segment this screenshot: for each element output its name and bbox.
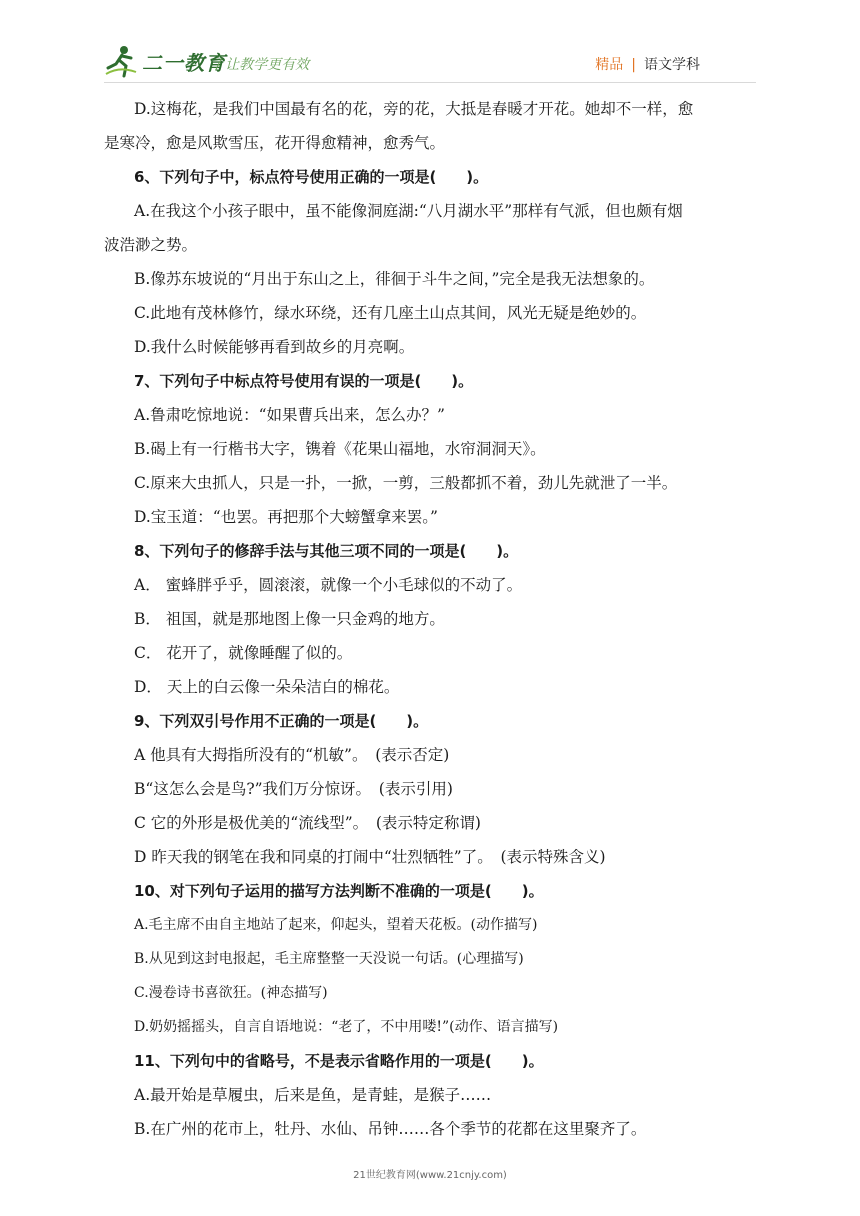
- logo-text: 二一教育: [142, 50, 226, 75]
- document-body: [104, 92, 756, 1146]
- option-line: A.在我这个小孩子眼中，虽不能像洞庭湖:“八月湖水平”那样有气派，但也颇有烟: [134, 202, 683, 220]
- option-line: 波浩渺之势。: [104, 236, 198, 254]
- option-line: B.碣上有一行楷书大字，镌着《花果山福地，水帘洞洞天》。: [134, 440, 546, 458]
- option-line: A 他具有大拇指所没有的“机敏”。 (表示否定): [134, 746, 450, 764]
- option-line: B.像苏东坡说的“月出于东山之上，徘徊于斗牛之间，”完全是我无法想象的。: [134, 270, 655, 288]
- running-figure-logo-icon: [104, 44, 138, 78]
- option-line: C 它的外形是极优美的“流线型”。 (表示特定称谓): [134, 814, 481, 832]
- option-line: D 昨天我的钢笔在我和同桌的打闹中“壮烈牺牲”了。 (表示特殊含义): [134, 848, 606, 866]
- tag-separator: |: [631, 57, 636, 73]
- question-8: 8、下列句子的修辞手法与其他三项不同的一项是( )。: [134, 542, 519, 560]
- option-line: A.最开始是草履虫，后来是鱼，是青蛙，是猴子……: [134, 1086, 492, 1104]
- option-line: A． 蜜蜂胖乎乎，圆滚滚，就像一个小毛球似的不动了。: [134, 576, 523, 594]
- option-line: D.宝玉道：“也罢。再把那个大螃蟹拿来罢。”: [134, 508, 438, 526]
- slogan: / 让教学更有效: [216, 57, 310, 73]
- question-10: 10、对下列句子运用的描写方法判断不准确的一项是( )。: [134, 882, 544, 900]
- option-line: D.我什么时候能够再看到故乡的月亮啊。: [134, 338, 415, 356]
- tag-subject: 语文学科: [644, 57, 700, 73]
- option-line: C.原来大虫抓人，只是一扑，一掀，一剪，三般都抓不着，劲儿先就泄了一半。: [134, 474, 678, 492]
- question-9: 9、下列双引号作用不正确的一项是( )。: [134, 712, 429, 730]
- option-line: A.鲁肃吃惊地说：“如果曹兵出来，怎么办？”: [134, 406, 445, 424]
- logo: [104, 44, 226, 78]
- option-line: C． 花开了，就像睡醒了似的。: [134, 644, 353, 662]
- option-line: 是寒冷，愈是风欺雪压，花开得愈精神，愈秀气。: [104, 134, 446, 152]
- option-line: A.毛主席不由自主地站了起来，仰起头，望着天花板。(动作描写): [134, 917, 538, 933]
- option-line: B． 祖国，就是那地图上像一只金鸡的地方。: [134, 610, 445, 628]
- header-tagline: [595, 54, 700, 74]
- option-line: C.漫卷诗书喜欲狂。(神态描写): [134, 985, 328, 1001]
- page-footer: 21世纪教育网(www.21cnjy.com): [353, 1170, 507, 1181]
- tag-fine: 精品: [595, 57, 624, 73]
- option-line: B.从见到这封电报起，毛主席整整一天没说一句话。(心理描写): [134, 951, 524, 967]
- option-line: C.此地有茂林修竹，绿水环绕，还有几座土山点其间，风光无疑是绝妙的。: [134, 304, 647, 322]
- page-header: [0, 0, 860, 84]
- option-line: B.在广州的花市上，牡丹、水仙、吊钟……各个季节的花都在这里聚齐了。: [134, 1120, 647, 1138]
- question-7: 7、下列句子中标点符号使用有误的一项是( )。: [134, 372, 474, 390]
- question-6: 6、下列句子中，标点符号使用正确的一项是( )。: [134, 168, 489, 186]
- option-line: D.奶奶摇摇头，自言自语地说：“老了，不中用喽!”(动作、语言描写): [134, 1019, 559, 1035]
- option-line: D． 天上的白云像一朵朵洁白的棉花。: [134, 678, 400, 696]
- option-line: D.这梅花，是我们中国最有名的花，旁的花，大抵是春暖才开花。她却不一样，愈: [134, 100, 694, 118]
- question-11: 11、下列句中的省略号，不是表示省略作用的一项是( )。: [134, 1052, 544, 1070]
- option-line: B“这怎么会是鸟?”我们万分惊讶。 (表示引用): [134, 780, 453, 798]
- header-divider: [104, 82, 756, 83]
